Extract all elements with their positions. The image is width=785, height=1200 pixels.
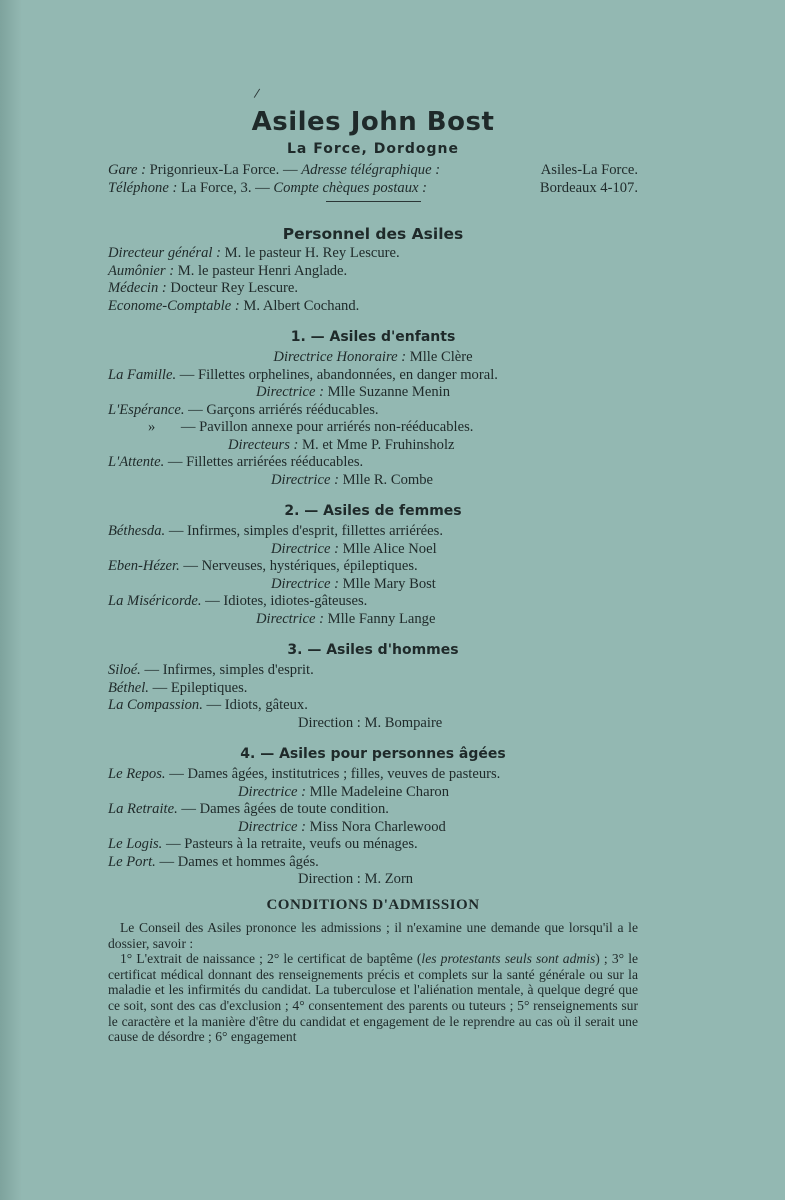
separator: — [255,179,270,196]
divider [326,201,421,202]
director-line: Directrice : Mlle Mary Bost [271,575,436,592]
pencil-mark: / [253,85,261,101]
section-title-femmes: 2. — Asiles de femmes [284,503,462,519]
director-line: Directrice : Mlle R. Combe [271,471,434,488]
page-title: Asiles John Bost [251,107,495,137]
personnel-row: Médecin : Docteur Rey Lescure. [108,280,299,296]
asile-entry: L'Espérance. — Garçons arriérés rééducables. [108,401,379,418]
gare-label: Gare : [108,162,146,178]
honoraire-line: Directrice Honoraire : Mlle Clère [273,349,473,365]
director-line: Directrice : Mlle Alice Noel [271,540,437,557]
compte-label: Compte chèques postaux : [273,179,427,196]
asile-entry: Béthel. — Epileptiques. [108,679,248,696]
section-title-hommes: 3. — Asiles d'hommes [287,642,459,658]
director-line: Directeurs : M. et Mme P. Fruhinsholz [228,436,455,453]
direction-line: Direction : M. Bompaire [298,714,443,731]
page-subtitle: La Force, Dordogne [286,141,459,157]
asile-entry: Béthesda. — Infirmes, simples d'esprit, fillettes arriérées. [108,523,443,539]
asile-entry: Eben-Hézer. — Nerveuses, hystériques, épileptiques. [108,558,418,574]
direction-line: Direction : M. Zorn [298,871,414,887]
asile-entry: Le Logis. — Pasteurs à la retraite, veufs ou ménages. [108,836,418,852]
telephone-value: La Force, 3. [180,179,252,196]
director-line: Directrice : Mlle Fanny Lange [256,610,436,627]
asile-entry: » — Pavillon annexe pour arriérés non-rééducables. [148,419,474,435]
conditions-paragraph: Le Conseil des Asiles prononce les admissions ; il n'examine une demande que lorsqu'il a le dossier, savoir : [108,920,638,951]
gare-value: Prigonrieux-La Force. [149,162,280,178]
document-content [108,104,638,1045]
asile-entry: Siloé. — Infirmes, simples d'esprit. [108,662,314,678]
telephone-label: Téléphone : [108,179,178,196]
conditions-title: CONDITIONS D'ADMISSION [266,896,480,913]
asile-entry: La Compassion. — Idiots, gâteux. [108,697,308,713]
adresse-label: Adresse télégraphique : [301,162,441,178]
asile-entry: La Miséricorde. — Idiotes, idiotes-gâteuses. [108,593,368,609]
personnel-title: Personnel des Asiles [282,225,464,243]
personnel-row: Aumônier : M. le pasteur Henri Anglade. [108,262,348,279]
director-line: Directrice : Mlle Suzanne Menin [256,384,451,400]
compte-value: Bordeaux 4-107. [539,179,638,196]
separator: — [282,162,298,178]
contact-line-telephone [108,180,638,198]
asile-entry: La Retraite. — Dames âgées de toute condition. [108,801,389,817]
asile-entry: Le Port. — Dames et hommes âgés. [108,853,319,870]
contact-line-gare [108,162,638,180]
adresse-value: Asiles-La Force. [540,162,638,178]
asile-entry: La Famille. — Fillettes orphelines, abandonnées, en danger moral. [108,366,498,383]
asile-entry: Le Repos. — Dames âgées, institutrices ; filles, veuves de pasteurs. [108,766,501,782]
personnel-row: Econome-Comptable : M. Albert Cochand. [108,297,360,314]
section-title-agees: 4. — Asiles pour personnes âgées [240,746,506,762]
personnel-row: Directeur général : M. le pasteur H. Rey Lescure. [108,245,400,261]
section-title-enfants: 1. — Asiles d'enfants [290,329,456,345]
director-line: Directrice : Miss Nora Charlewood [238,818,446,835]
conditions-paragraph: 1° L'extrait de naissance ; 2° le certificat de baptême (les protestants seuls sont admis) ; 3° le certificat médical donnant des renseignements précis et complets sur la santé générale ou sur la maladie et les infirmités du candidat. La tuberculose et l'aliénation mentale, à quelque degré que ce soit, sont des cas d'exclusion ; 4° consentement des parents ou tuteurs ; 5° renseignements sur le caractère et la manière d'être du candidat et engagement de le reprendre au cas où il serait une cause de désordre ; 6° engagement [108,951,639,1045]
director-line: Directrice : Mlle Madeleine Charon [238,783,450,800]
asile-entry: L'Attente. — Fillettes arriérées rééducables. [108,454,364,470]
